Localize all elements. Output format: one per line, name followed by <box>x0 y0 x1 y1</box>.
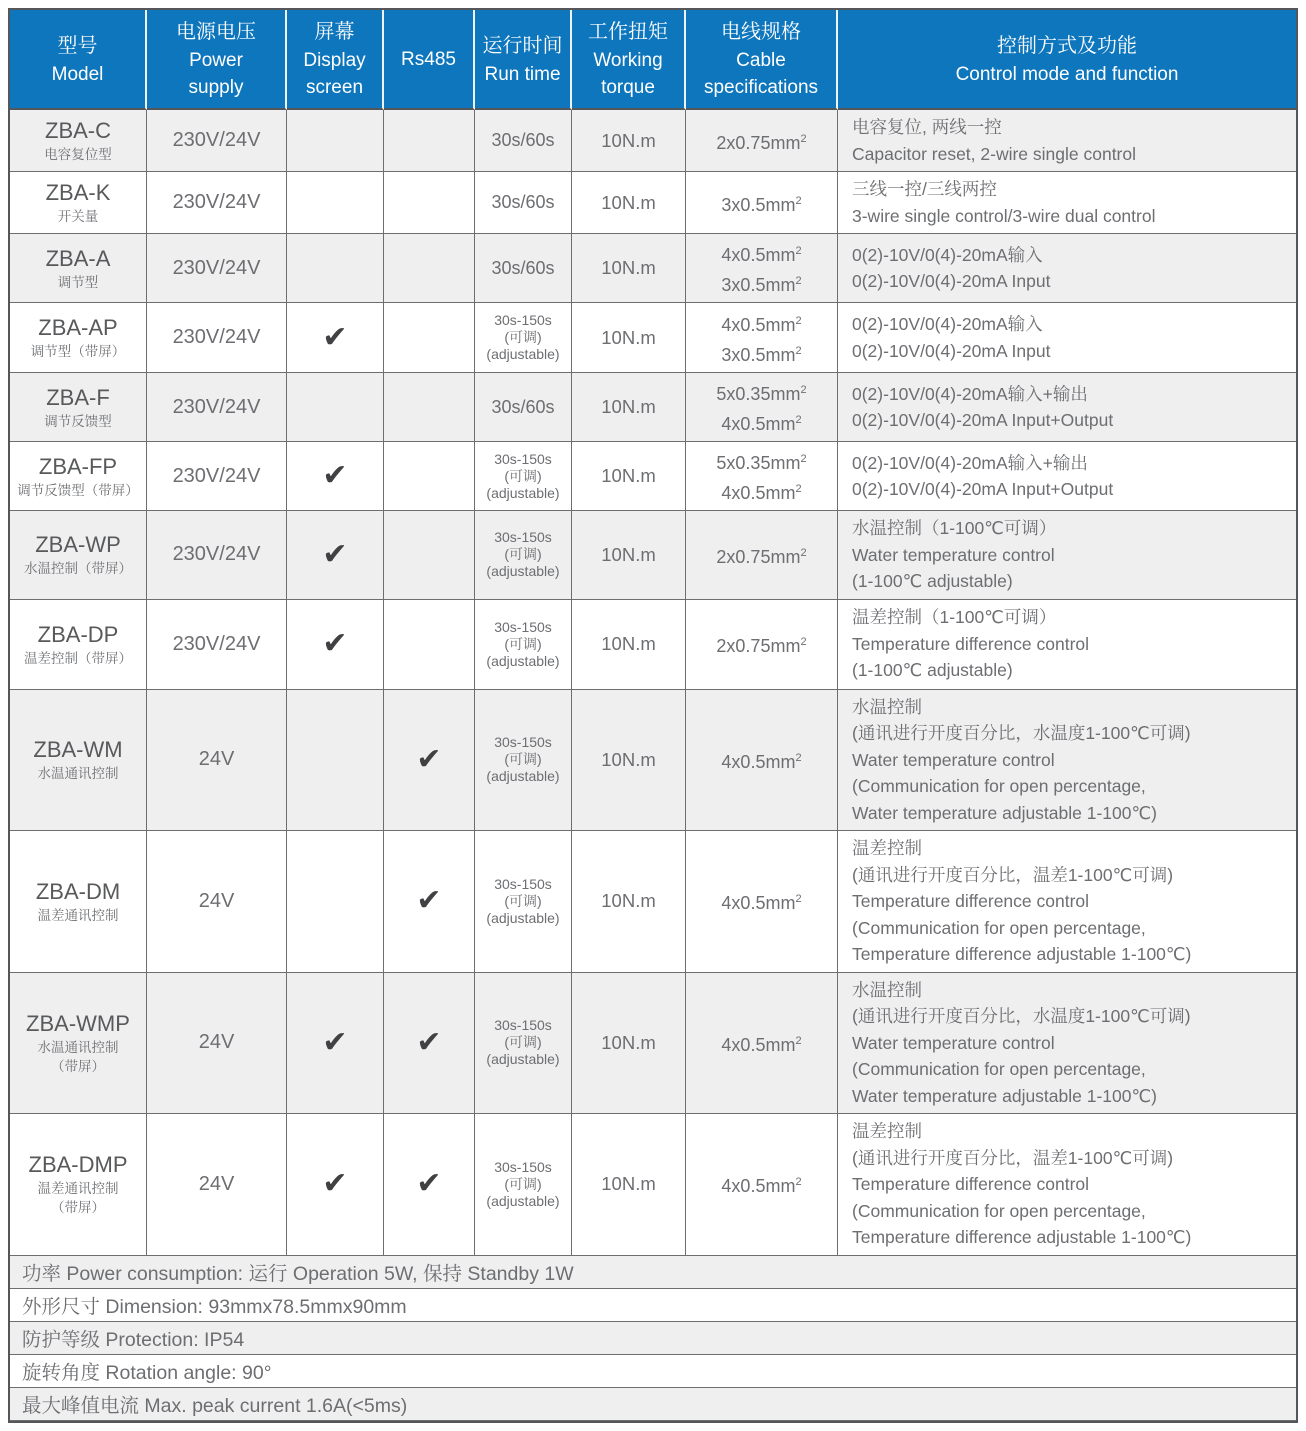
control-mode-line: 电容复位, 两线一控 <box>852 117 1002 137</box>
run-time-line: (可调) <box>504 635 542 652</box>
display-screen-cell <box>287 110 384 172</box>
control-mode-line: Water temperature control <box>852 749 1055 770</box>
control-mode-line: (Communication for open percentage, <box>852 917 1146 938</box>
model-name: ZBA-A <box>45 245 111 271</box>
model-subtitle: 电容复位型 <box>44 147 112 162</box>
table-row-zba-fp <box>10 442 1296 511</box>
run-time-line: 30s/60s <box>491 192 555 212</box>
control-mode-cell <box>838 234 1296 303</box>
footer-row-5 <box>10 1388 1296 1421</box>
power-supply-cell: 24V <box>147 973 287 1115</box>
footer-row-1 <box>10 1256 1296 1289</box>
checkmark-icon: ✔ <box>416 1025 442 1059</box>
run-time-line: 30s/60s <box>491 257 555 278</box>
cable-spec-line: $4x0.5mm^2$ <box>721 1034 802 1055</box>
checkmark-icon: ✔ <box>416 1167 442 1201</box>
control-mode-cell <box>838 973 1296 1115</box>
cable-spec-line: $4x0.5mm^2$ <box>721 414 802 434</box>
model-cell <box>10 303 147 373</box>
model-name: ZBA-DP <box>37 621 119 647</box>
control-mode-line: Temperature difference control <box>852 891 1090 911</box>
header-label-en: torque <box>601 77 655 98</box>
table-row-zba-wp <box>10 511 1296 600</box>
model-subtitle: 开关量 <box>57 209 99 224</box>
working-torque-cell: 10N.m <box>572 831 686 973</box>
header-label-en: specifications <box>703 77 819 98</box>
rs485-cell <box>384 303 475 373</box>
run-time-line: 30s-150s <box>494 450 552 467</box>
rs485-cell <box>384 690 475 832</box>
model-cell <box>10 172 147 234</box>
model-name: ZBA-DMP <box>28 1152 128 1178</box>
control-mode-line: 水温控制 <box>852 979 922 1000</box>
run-time-line: (adjustable) <box>486 484 560 501</box>
model-name: ZBA-K <box>45 180 111 205</box>
working-torque-cell: 10N.m <box>572 110 686 172</box>
cable-spec-line: $4x0.5mm^2$ <box>721 751 802 772</box>
power-supply-cell: 230V/24V <box>147 110 287 172</box>
run-time-cell <box>475 373 572 442</box>
working-torque-cell: 10N.m <box>572 690 686 832</box>
footer-text: 最大峰值电流 Max. peak current 1.6A(<5ms) <box>10 1388 1296 1421</box>
model-name: ZBA-WM <box>33 737 123 763</box>
run-time-line: 30s-150s <box>494 734 552 751</box>
run-time-line: (可调) <box>504 751 542 768</box>
header-label-en: Power <box>189 50 243 71</box>
model-cell <box>10 1114 147 1256</box>
cable-spec-cell <box>686 511 838 600</box>
control-mode-line: 0(2)-10V/0(4)-20mA Input+Output <box>852 410 1114 430</box>
model-name: ZBA-AP <box>38 315 118 340</box>
model-subtitle: （带屏） <box>51 1200 105 1216</box>
control-mode-line: 0(2)-10V/0(4)-20mA输入+输出 <box>852 452 1088 473</box>
display-screen-cell <box>287 831 384 973</box>
control-mode-line: (通讯进行开度百分比，温差1-100℃可调) <box>852 1147 1174 1168</box>
power-supply-cell: 230V/24V <box>147 511 287 600</box>
model-name: ZBA-DM <box>35 878 121 904</box>
run-time-line: (adjustable) <box>486 346 560 362</box>
checkmark-icon: ✔ <box>322 459 348 492</box>
display-screen-cell <box>287 511 384 600</box>
header-label-zh: 电线规格 <box>721 21 801 43</box>
cable-spec-cell <box>686 600 838 690</box>
header-label-en: screen <box>305 77 364 98</box>
header-label-zh: 运行时间 <box>482 34 563 57</box>
table-row-zba-c <box>10 110 1296 172</box>
model-subtitle: 水温通讯控制 <box>37 1039 119 1055</box>
run-time-line: (adjustable) <box>486 1051 560 1068</box>
control-mode-line: Water temperature adjustable 1-100℃) <box>852 802 1157 823</box>
control-mode-line: Temperature difference adjustable 1-100℃) <box>852 944 1192 964</box>
footer-text: 功率 Power consumption: 运行 Operation 5W, 保持 Standby 1W <box>10 1256 1296 1289</box>
run-time-cell <box>475 831 572 973</box>
control-mode-cell <box>838 831 1296 973</box>
run-time-line: 30s-150s <box>494 312 552 328</box>
working-torque-cell: 10N.m <box>572 373 686 442</box>
display-screen-cell <box>287 234 384 303</box>
power-supply-cell: 230V/24V <box>147 172 287 234</box>
control-mode-line: Water temperature adjustable 1-100℃) <box>852 1085 1157 1106</box>
table-row-zba-wm <box>10 690 1296 832</box>
footer-text: 防护等级 Protection: IP54 <box>10 1322 1296 1355</box>
run-time-line: 30s/60s <box>491 130 555 150</box>
table-row-zba-wmp <box>10 973 1296 1115</box>
cable-spec-line: $2x0.75mm^2$ <box>716 132 807 153</box>
power-supply-cell: 230V/24V <box>147 600 287 690</box>
table-row-zba-a <box>10 234 1296 303</box>
model-subtitle: 水温控制（带屏） <box>24 561 132 577</box>
cable-spec-line: $3x0.5mm^2$ <box>721 275 802 295</box>
footer-text: 外形尺寸 Dimension: 93mmx78.5mmx90mm <box>10 1289 1296 1322</box>
cable-spec-cell <box>686 973 838 1115</box>
run-time-line: 30s-150s <box>494 1017 552 1034</box>
display-screen-cell <box>287 303 384 373</box>
working-torque-cell: 10N.m <box>572 1114 686 1256</box>
control-mode-line: 0(2)-10V/0(4)-20mA输入 <box>852 314 1043 334</box>
checkmark-icon: ✔ <box>322 537 348 571</box>
rs485-cell <box>384 110 475 172</box>
checkmark-icon: ✔ <box>322 1167 348 1201</box>
header-label-en: Cable <box>736 50 786 71</box>
rs485-cell <box>384 973 475 1115</box>
power-supply-cell: 230V/24V <box>147 234 287 303</box>
control-mode-line: 水温控制（1-100℃可调） <box>852 518 1057 538</box>
control-mode-line: 水温控制 <box>852 696 922 717</box>
header-label-zh: 屏幕 <box>314 21 355 43</box>
header-label-zh: 电源电压 <box>176 21 256 43</box>
model-cell <box>10 234 147 303</box>
model-cell <box>10 373 147 442</box>
control-mode-line: 0(2)-10V/0(4)-20mA输入 <box>852 244 1043 265</box>
control-mode-line: (1-100℃ adjustable) <box>852 571 1013 591</box>
header-label-en: supply <box>188 77 244 98</box>
rs485-cell <box>384 511 475 600</box>
control-mode-line: (Communication for open percentage, <box>852 776 1146 796</box>
control-mode-line: Water temperature control <box>852 1032 1055 1053</box>
control-mode-line: 温差控制 <box>852 838 922 858</box>
control-mode-cell <box>838 172 1296 234</box>
model-subtitle: 调节反馈型 <box>44 413 112 429</box>
rs485-cell <box>384 234 475 303</box>
model-subtitle: 调节反馈型（带屏） <box>17 482 139 498</box>
table-row-zba-k <box>10 172 1296 234</box>
run-time-line: (adjustable) <box>486 563 560 580</box>
run-time-cell <box>475 234 572 303</box>
model-cell <box>10 690 147 832</box>
control-mode-cell <box>838 110 1296 172</box>
run-time-cell <box>475 110 572 172</box>
power-supply-cell: 24V <box>147 690 287 832</box>
header-cell-control-mode <box>838 10 1296 110</box>
run-time-cell <box>475 172 572 234</box>
power-supply-cell: 230V/24V <box>147 373 287 442</box>
display-screen-cell <box>287 690 384 832</box>
working-torque-cell: 10N.m <box>572 442 686 511</box>
table-header-row <box>10 10 1296 110</box>
run-time-line: 30s/60s <box>491 396 555 417</box>
run-time-line: (adjustable) <box>486 768 560 785</box>
control-mode-line: Capacitor reset, 2-wire single control <box>852 143 1137 164</box>
rs485-cell <box>384 172 475 234</box>
working-torque-cell: 10N.m <box>572 511 686 600</box>
control-mode-line: 三线一控/三线两控 <box>852 179 997 199</box>
cable-spec-line: $4x0.5mm^2$ <box>721 483 802 503</box>
model-subtitle: 水温通讯控制 <box>37 766 119 782</box>
run-time-cell <box>475 600 572 690</box>
display-screen-cell <box>287 973 384 1115</box>
control-mode-line: 0(2)-10V/0(4)-20mA输入+输出 <box>852 383 1088 404</box>
footer-row-2 <box>10 1289 1296 1322</box>
control-mode-cell <box>838 1114 1296 1256</box>
control-mode-line: Temperature difference control <box>852 1174 1090 1194</box>
model-cell <box>10 600 147 690</box>
run-time-cell <box>475 442 572 511</box>
header-cell-power-supply <box>147 10 287 110</box>
control-mode-line: Temperature difference control <box>852 633 1090 654</box>
model-name: ZBA-FP <box>38 453 118 479</box>
cable-spec-cell <box>686 1114 838 1256</box>
header-cell-cable-specifications <box>686 10 838 110</box>
rs485-cell <box>384 831 475 973</box>
control-mode-cell <box>838 373 1296 442</box>
model-subtitle: 温差通讯控制 <box>37 907 119 923</box>
header-cell-display-screen <box>287 10 384 110</box>
model-cell <box>10 973 147 1115</box>
cable-spec-line: $2x0.75mm^2$ <box>716 546 807 567</box>
working-torque-cell: 10N.m <box>572 303 686 373</box>
cable-spec-cell <box>686 303 838 373</box>
footer-row-3 <box>10 1322 1296 1355</box>
header-cell-model <box>10 10 147 110</box>
header-label-en: Working <box>593 50 663 71</box>
header-label-zh: 型号 <box>57 34 98 57</box>
checkmark-icon: ✔ <box>322 627 348 660</box>
header-cell-run-time <box>475 10 572 110</box>
checkmark-icon: ✔ <box>322 1025 348 1059</box>
header-label-en: Control mode and function <box>955 63 1179 85</box>
model-subtitle: 温差控制（带屏） <box>24 650 132 666</box>
table-row-zba-dmp <box>10 1114 1296 1256</box>
control-mode-cell <box>838 600 1296 690</box>
rs485-cell <box>384 1114 475 1256</box>
table-row-zba-dp <box>10 600 1296 690</box>
run-time-line: (可调) <box>504 1175 542 1192</box>
cable-spec-line: $2x0.75mm^2$ <box>716 636 807 656</box>
cable-spec-line: $4x0.5mm^2$ <box>721 1176 802 1197</box>
control-mode-line: 3-wire single control/3-wire dual control <box>852 205 1156 226</box>
cable-spec-line: $4x0.5mm^2$ <box>721 245 802 265</box>
power-supply-cell: 24V <box>147 1114 287 1256</box>
display-screen-cell <box>287 373 384 442</box>
rs485-cell <box>384 442 475 511</box>
run-time-line: 30s-150s <box>494 529 552 546</box>
cable-spec-line: $4x0.5mm^2$ <box>721 893 802 914</box>
header-label-en: Run time <box>484 63 561 85</box>
control-mode-line: 温差控制（1-100℃可调） <box>852 607 1057 628</box>
model-cell <box>10 511 147 600</box>
display-screen-cell <box>287 600 384 690</box>
cable-spec-line: $5x0.35mm^2$ <box>716 384 807 404</box>
run-time-line: 30s-150s <box>494 618 552 635</box>
control-mode-line: Temperature difference adjustable 1-100℃) <box>852 1227 1192 1247</box>
header-label-zh: 控制方式及功能 <box>997 34 1137 57</box>
model-cell <box>10 442 147 511</box>
run-time-line: (可调) <box>504 546 542 563</box>
model-cell <box>10 110 147 172</box>
control-mode-line: (Communication for open percentage, <box>852 1200 1146 1221</box>
run-time-line: (adjustable) <box>486 909 560 926</box>
control-mode-line: (1-100℃ adjustable) <box>852 660 1013 681</box>
power-supply-cell: 230V/24V <box>147 442 287 511</box>
run-time-cell <box>475 511 572 600</box>
power-supply-cell: 24V <box>147 831 287 973</box>
checkmark-icon: ✔ <box>416 742 442 776</box>
cable-spec-cell <box>686 373 838 442</box>
control-mode-line: 0(2)-10V/0(4)-20mA Input+Output <box>852 479 1114 499</box>
control-mode-line: Water temperature control <box>852 544 1055 565</box>
run-time-line: 30s-150s <box>494 1158 552 1175</box>
header-label-en: Model <box>51 63 104 85</box>
working-torque-cell: 10N.m <box>572 600 686 690</box>
control-mode-line: 0(2)-10V/0(4)-20mA Input <box>852 340 1051 361</box>
run-time-line: (adjustable) <box>486 1192 560 1209</box>
display-screen-cell <box>287 172 384 234</box>
working-torque-cell: 10N.m <box>572 973 686 1115</box>
run-time-line: (可调) <box>504 892 542 909</box>
model-cell <box>10 831 147 973</box>
model-name: ZBA-WP <box>35 532 121 558</box>
table-row-zba-ap <box>10 303 1296 373</box>
header-label-zh: 工作扭矩 <box>588 21 668 43</box>
cable-spec-cell <box>686 234 838 303</box>
header-label-en: Rs485 <box>401 48 456 70</box>
control-mode-cell <box>838 303 1296 373</box>
cable-spec-line: $4x0.5mm^2$ <box>721 314 802 335</box>
run-time-line: (adjustable) <box>486 652 560 669</box>
control-mode-line: 0(2)-10V/0(4)-20mA Input <box>852 271 1051 291</box>
working-torque-cell: 10N.m <box>572 234 686 303</box>
model-name: ZBA-F <box>46 384 110 410</box>
run-time-cell <box>475 1114 572 1256</box>
actuator-spec-table <box>8 8 1298 1423</box>
run-time-cell <box>475 303 572 373</box>
model-subtitle: 温差通讯控制 <box>37 1181 119 1197</box>
control-mode-line: (通讯进行开度百分比，水温度1-100℃可调) <box>852 1006 1191 1026</box>
table-row-zba-dm <box>10 831 1296 973</box>
model-subtitle: （带屏） <box>51 1058 105 1074</box>
cable-spec-line: $3x0.5mm^2$ <box>721 344 802 365</box>
model-name: ZBA-WMP <box>26 1010 130 1036</box>
cable-spec-cell <box>686 110 838 172</box>
run-time-line: (可调) <box>504 1034 542 1051</box>
header-cell-rs485 <box>384 10 475 110</box>
working-torque-cell: 10N.m <box>572 172 686 234</box>
cable-spec-cell <box>686 690 838 832</box>
rs485-cell <box>384 373 475 442</box>
control-mode-cell <box>838 511 1296 600</box>
control-mode-cell <box>838 442 1296 511</box>
table-row-zba-f <box>10 373 1296 442</box>
control-mode-line: (通讯进行开度百分比，温差1-100℃可调) <box>852 864 1174 885</box>
power-supply-cell: 230V/24V <box>147 303 287 373</box>
run-time-line: (可调) <box>504 467 542 484</box>
cable-spec-cell <box>686 442 838 511</box>
run-time-cell <box>475 973 572 1115</box>
control-mode-line: (Communication for open percentage, <box>852 1059 1146 1079</box>
display-screen-cell <box>287 1114 384 1256</box>
cable-spec-line: $5x0.35mm^2$ <box>716 453 807 473</box>
display-screen-cell <box>287 442 384 511</box>
footer-text: 旋转角度 Rotation angle: 90° <box>10 1355 1296 1388</box>
footer-row-4 <box>10 1355 1296 1388</box>
run-time-line: (可调) <box>504 329 542 345</box>
checkmark-icon: ✔ <box>416 884 442 918</box>
cable-spec-cell <box>686 831 838 973</box>
run-time-cell <box>475 690 572 832</box>
control-mode-line: 温差控制 <box>852 1121 922 1141</box>
model-subtitle: 调节型（带屏） <box>30 344 126 359</box>
cable-spec-cell <box>686 172 838 234</box>
cable-spec-line: $3x0.5mm^2$ <box>721 194 802 215</box>
header-label-en: Display <box>303 50 366 71</box>
rs485-cell <box>384 600 475 690</box>
model-name: ZBA-C <box>45 118 111 143</box>
checkmark-icon: ✔ <box>322 320 348 354</box>
control-mode-cell <box>838 690 1296 832</box>
run-time-line: 30s-150s <box>494 875 552 892</box>
header-cell-working-torque <box>572 10 686 110</box>
model-subtitle: 调节型 <box>57 274 99 290</box>
control-mode-line: (通讯进行开度百分比，水温度1-100℃可调) <box>852 723 1191 743</box>
